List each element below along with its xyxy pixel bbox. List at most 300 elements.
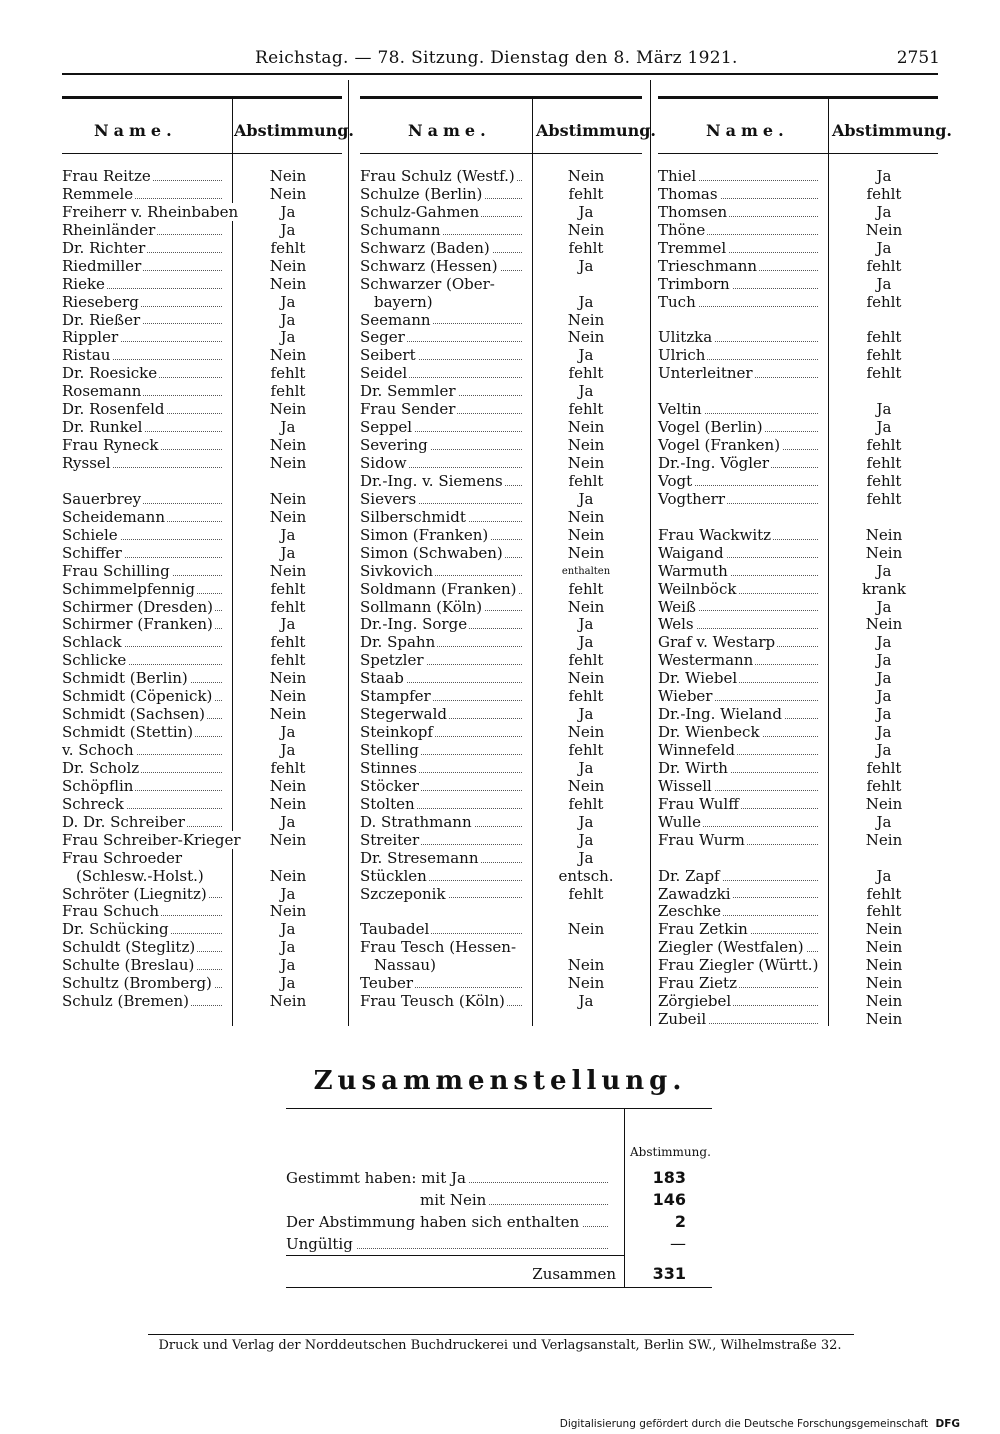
table-row xyxy=(360,796,642,814)
vote-value: Nein xyxy=(269,669,307,688)
vote-value: Nein xyxy=(269,454,307,472)
vote-value: Nein xyxy=(269,184,307,203)
column-header xyxy=(658,96,952,154)
vote-value: Nein xyxy=(865,615,903,634)
member-name: Wulle xyxy=(658,812,701,831)
vote-value: Nein xyxy=(269,687,307,706)
vote-value: Ja xyxy=(578,830,594,849)
table-row xyxy=(360,186,642,204)
vote-value: fehlt xyxy=(866,328,902,347)
member-name: Wels xyxy=(658,615,694,634)
table-row xyxy=(62,778,342,796)
vote-value: Nein xyxy=(865,525,903,544)
member-name: Schulz (Bremen) xyxy=(62,992,190,1011)
member-name: Dr.-Ing. v. Siemens xyxy=(360,471,503,490)
table-row xyxy=(62,760,342,778)
table-row xyxy=(360,886,642,904)
vote-value: Nein xyxy=(269,256,307,275)
vote-value: Ja xyxy=(280,974,296,993)
table-row xyxy=(360,222,642,240)
member-name: Frau Schreiber-Krieger xyxy=(62,830,241,849)
vote-value: Ja xyxy=(578,633,594,652)
vote-value: Ja xyxy=(876,651,892,670)
row-spacer xyxy=(658,509,938,527)
table-row xyxy=(62,401,342,419)
vote-rows xyxy=(62,168,342,1011)
table-row xyxy=(360,599,642,617)
table-row xyxy=(658,975,938,993)
vote-value: fehlt xyxy=(866,364,902,383)
table-row xyxy=(360,276,642,294)
member-name: Ryssel xyxy=(62,454,111,472)
member-name: Frau Schroeder xyxy=(62,848,183,867)
table-row xyxy=(360,652,642,670)
table-row xyxy=(62,814,342,832)
member-name: Scheidemann xyxy=(62,507,165,526)
table-row xyxy=(360,581,642,599)
member-name: Dr. Zapf xyxy=(658,866,720,885)
member-name: Dr. Wienbeck xyxy=(658,723,760,742)
vote-value: Nein xyxy=(269,866,307,885)
vote-value: Nein xyxy=(567,723,605,742)
member-name: Rosemann xyxy=(62,382,142,401)
table-row xyxy=(62,993,342,1011)
table-row xyxy=(360,742,642,760)
member-name: Schreck xyxy=(62,794,124,813)
vote-value: Ja xyxy=(280,884,296,903)
table-row xyxy=(360,993,642,1011)
table-row xyxy=(360,347,642,365)
summary-total-label: Zusammen xyxy=(532,1265,616,1283)
row-spacer xyxy=(62,473,342,491)
table-row xyxy=(62,222,342,240)
table-row xyxy=(62,724,342,742)
member-name: Vogt xyxy=(658,471,693,490)
vote-value: Nein xyxy=(269,992,307,1011)
vote-value: Nein xyxy=(567,418,605,437)
table-row xyxy=(62,491,342,509)
table-row xyxy=(360,868,642,886)
vote-value: Ja xyxy=(876,633,892,652)
vote-value: fehlt xyxy=(568,579,604,598)
member-name: Rippler xyxy=(62,328,119,347)
member-name: Schmidt (Cöpenick) xyxy=(62,687,213,706)
vote-value: fehlt xyxy=(866,436,902,455)
member-name: Rieke xyxy=(62,274,105,293)
vote-value: fehlt xyxy=(866,256,902,275)
vote-value: Nein xyxy=(567,507,605,526)
member-name: Seger xyxy=(360,328,405,347)
table-row xyxy=(658,599,938,617)
vote-value: Nein xyxy=(865,974,903,993)
vote-value: fehlt xyxy=(568,364,604,383)
member-name: Schmidt (Sachsen) xyxy=(62,705,205,724)
member-name: Dr. Wirth xyxy=(658,758,728,777)
vote-value: Nein xyxy=(269,902,307,921)
table-row xyxy=(658,652,938,670)
vote-value: Ja xyxy=(280,812,296,831)
table-row xyxy=(62,258,342,276)
row-spacer xyxy=(658,383,938,401)
table-row xyxy=(62,742,342,760)
vote-value: Ja xyxy=(578,758,594,777)
vote-value: Ja xyxy=(876,167,892,185)
vote-value: Ja xyxy=(876,238,892,257)
member-name: Stöcker xyxy=(360,776,419,795)
member-name: Unterleitner xyxy=(658,364,753,383)
member-name: Schulte (Breslau) xyxy=(62,956,195,975)
table-row xyxy=(62,850,342,868)
table-row xyxy=(62,652,342,670)
name-header: Name. xyxy=(94,121,177,140)
member-name: Seppel xyxy=(360,418,413,437)
table-row xyxy=(62,204,342,222)
column-header xyxy=(360,96,656,154)
vote-value: fehlt xyxy=(568,471,604,490)
member-name: Stelling xyxy=(360,741,419,759)
vote-value: enthalten xyxy=(561,565,611,577)
member-name: Soldmann (Franken) xyxy=(360,579,517,598)
table-row xyxy=(360,957,642,975)
member-name: Zörgiebel xyxy=(658,992,732,1011)
vote-value: Ja xyxy=(578,346,594,365)
table-row xyxy=(62,616,342,634)
member-name: Streiter xyxy=(360,830,420,849)
table-row xyxy=(62,975,342,993)
table-row xyxy=(658,778,938,796)
vote-value: fehlt xyxy=(568,794,604,813)
member-name: Schwarzer (Ober- xyxy=(360,274,495,293)
member-name: Frau Ryneck xyxy=(62,436,159,455)
table-row xyxy=(658,276,938,294)
member-name: Frau Wackwitz xyxy=(658,525,772,544)
vote-value: Nein xyxy=(567,328,605,347)
vote-value: Nein xyxy=(865,543,903,562)
summary-value: 183 xyxy=(652,1168,686,1187)
table-row xyxy=(62,455,342,473)
table-row xyxy=(62,688,342,706)
member-name: Schmidt (Stettin) xyxy=(62,723,194,742)
vote-value: Nein xyxy=(269,830,307,849)
table-row xyxy=(360,850,642,868)
table-row xyxy=(658,347,938,365)
member-name: Dr. Stresemann xyxy=(360,848,479,867)
summary-value: 2 xyxy=(674,1212,686,1231)
table-row xyxy=(360,760,642,778)
vote-value: fehlt xyxy=(568,741,604,759)
vote-value: Nein xyxy=(269,776,307,795)
member-name: Dr. Runkel xyxy=(62,418,143,437)
table-row xyxy=(360,294,642,312)
table-row xyxy=(62,347,342,365)
member-name: Zubeil xyxy=(658,1010,707,1029)
table-row xyxy=(360,473,642,491)
vote-value: fehlt xyxy=(866,454,902,472)
vote-value: Nein xyxy=(865,830,903,849)
vote-value: Nein xyxy=(567,920,605,939)
table-row xyxy=(658,939,938,957)
table-row xyxy=(658,329,938,347)
table-row xyxy=(658,168,938,186)
member-name: Vogel (Berlin) xyxy=(658,418,763,437)
table-row xyxy=(62,312,342,330)
vote-value: Nein xyxy=(865,920,903,939)
vote-value: fehlt xyxy=(866,884,902,903)
member-name: Wieber xyxy=(658,687,713,706)
vote-value: Ja xyxy=(280,328,296,347)
table-row xyxy=(62,634,342,652)
footer-rule xyxy=(148,1334,854,1335)
table-row xyxy=(658,760,938,778)
table-row xyxy=(658,634,938,652)
table-row xyxy=(62,276,342,294)
vote-value: fehlt xyxy=(866,902,902,921)
vote-value: Nein xyxy=(865,794,903,813)
member-name: Graf v. Westarp xyxy=(658,633,776,652)
table-row xyxy=(658,365,938,383)
vote-value: Ja xyxy=(876,400,892,419)
table-row xyxy=(658,724,938,742)
member-name: Schumann xyxy=(360,220,441,239)
member-name: Frau Zetkin xyxy=(658,920,748,939)
member-name: Ristau xyxy=(62,346,111,365)
vote-value: Nein xyxy=(269,489,307,508)
table-row xyxy=(658,240,938,258)
header-rule xyxy=(62,73,938,75)
member-name: Stolten xyxy=(360,794,415,813)
vote-header: Abstimmung. xyxy=(536,121,656,140)
vote-value: Ja xyxy=(280,938,296,957)
member-name: Weilnböck xyxy=(658,579,737,598)
running-title: Reichstag. — 78. Sitzung. Dienstag den 8. März 1921. xyxy=(255,48,738,68)
vote-header: Abstimmung. xyxy=(234,121,354,140)
table-row xyxy=(62,545,342,563)
vote-value: Ja xyxy=(876,418,892,437)
vote-value: Ja xyxy=(280,741,296,759)
vote-value: Ja xyxy=(280,220,296,239)
summary-row-ja xyxy=(286,1167,712,1189)
vote-value: Ja xyxy=(280,920,296,939)
vote-value: Nein xyxy=(865,220,903,239)
member-name: Frau Sender xyxy=(360,400,456,419)
member-name: Vogtherr xyxy=(658,489,725,508)
table-row xyxy=(658,563,938,581)
table-row xyxy=(62,294,342,312)
table-row xyxy=(62,957,342,975)
member-name: Trieschmann xyxy=(658,256,758,275)
member-name: Frau Schuch xyxy=(62,902,160,921)
table-row xyxy=(62,599,342,617)
vote-value: fehlt xyxy=(866,471,902,490)
vote-value: Ja xyxy=(578,848,594,867)
table-row xyxy=(360,383,642,401)
table-row xyxy=(360,724,642,742)
member-name: Dr. Richter xyxy=(62,238,146,257)
member-name: Stegerwald xyxy=(360,705,448,724)
table-row xyxy=(360,527,642,545)
vote-value: Ja xyxy=(280,418,296,437)
table-row xyxy=(658,670,938,688)
table-row xyxy=(658,294,938,312)
column-separator xyxy=(650,80,651,1026)
member-name: Seibert xyxy=(360,346,416,365)
table-row xyxy=(658,742,938,760)
vote-value: entsch. xyxy=(558,866,614,885)
table-row xyxy=(360,168,642,186)
member-name: Veltin xyxy=(658,400,702,419)
table-row xyxy=(62,939,342,957)
imprint: Druck und Verlag der Norddeutschen Buchdruckerei und Verlagsanstalt, Berlin SW., Wilhelmstraße 32. xyxy=(158,1338,842,1353)
table-row xyxy=(62,921,342,939)
vote-value: Ja xyxy=(876,669,892,688)
table-row xyxy=(658,473,938,491)
summary-row-invalid xyxy=(286,1233,712,1255)
vote-value: fehlt xyxy=(568,651,604,670)
vote-value: Nein xyxy=(269,507,307,526)
vote-value: fehlt xyxy=(866,758,902,777)
member-name: Severing xyxy=(360,436,428,455)
member-name: Schröter (Liegnitz) xyxy=(62,884,207,903)
member-name: Schulz-Gahmen xyxy=(360,202,480,221)
vote-value: Nein xyxy=(865,956,903,975)
table-row xyxy=(658,455,938,473)
member-name: Dr. Wiebel xyxy=(658,669,738,688)
member-name: Schulze (Berlin) xyxy=(360,184,483,203)
member-name: Ulrich xyxy=(658,346,706,365)
vote-value: Ja xyxy=(578,992,594,1011)
vote-value: Ja xyxy=(876,274,892,293)
member-name: Thiel xyxy=(658,167,697,185)
vote-rows xyxy=(360,168,642,1011)
digitization-text: Digitalisierung gefördert durch die Deutsche Forschungsgemeinschaft xyxy=(559,1418,929,1430)
member-name: Frau Zietz xyxy=(658,974,737,993)
vote-value: Ja xyxy=(280,310,296,329)
member-name: Schultz (Bromberg) xyxy=(62,974,212,993)
member-name: Frau Schulz (Westf.) xyxy=(360,167,515,185)
vote-value: Nein xyxy=(865,1010,903,1029)
member-name: Schiffer xyxy=(62,543,122,562)
vote-value: Nein xyxy=(567,956,605,975)
member-name: Schuldt (Steglitz) xyxy=(62,938,196,957)
vote-value: fehlt xyxy=(270,364,306,383)
table-row xyxy=(360,975,642,993)
member-name: Schirmer (Franken) xyxy=(62,615,213,634)
vote-value: fehlt xyxy=(270,597,306,616)
table-row xyxy=(62,419,342,437)
vote-value: Nein xyxy=(567,454,605,472)
member-name: Weiß xyxy=(658,597,696,616)
member-name: Schimmelpfennig xyxy=(62,579,196,598)
table-row xyxy=(62,563,342,581)
member-name: Vogel (Franken) xyxy=(658,436,781,455)
vote-value: fehlt xyxy=(270,633,306,652)
vote-value: fehlt xyxy=(568,400,604,419)
vote-value: Ja xyxy=(280,292,296,311)
table-row xyxy=(658,545,938,563)
vote-value: fehlt xyxy=(270,758,306,777)
member-name: Dr.-Ing. Vögler xyxy=(658,454,770,472)
vote-value: Ja xyxy=(280,525,296,544)
vote-value: Nein xyxy=(567,776,605,795)
table-row xyxy=(62,706,342,724)
table-row xyxy=(360,329,642,347)
table-row xyxy=(658,419,938,437)
member-name: Winnefeld xyxy=(658,741,735,759)
table-row xyxy=(62,903,342,921)
page-header xyxy=(60,48,940,76)
table-row xyxy=(360,365,642,383)
table-row xyxy=(658,401,938,419)
member-name: Nassau) xyxy=(374,956,436,975)
summary-total-rule xyxy=(286,1255,624,1256)
vote-value: Nein xyxy=(269,167,307,185)
table-row xyxy=(360,509,642,527)
row-spacer xyxy=(360,903,642,921)
vote-value: fehlt xyxy=(270,651,306,670)
summary-label: Gestimmt haben: mit Ja xyxy=(286,1169,469,1187)
member-name: D. Dr. Schreiber xyxy=(62,812,185,831)
member-name: Szczeponik xyxy=(360,884,446,903)
summary-row-total xyxy=(286,1263,712,1285)
vote-value: Ja xyxy=(578,615,594,634)
table-row xyxy=(62,868,342,886)
member-name: Frau Wurm xyxy=(658,830,745,849)
member-name: Trimborn xyxy=(658,274,730,293)
table-row xyxy=(360,491,642,509)
vote-value: Nein xyxy=(567,167,605,185)
member-name: Sievers xyxy=(360,489,417,508)
summary-label: Der Abstimmung haben sich enthalten xyxy=(286,1213,582,1231)
vote-value: Nein xyxy=(269,561,307,580)
member-name: bayern) xyxy=(374,292,433,311)
member-name: Remmele xyxy=(62,184,134,203)
table-row xyxy=(62,886,342,904)
summary-label: Ungültig xyxy=(286,1235,356,1253)
table-row xyxy=(360,258,642,276)
vote-value: Ja xyxy=(280,543,296,562)
member-name: Simon (Schwaben) xyxy=(360,543,503,562)
vote-value: Ja xyxy=(578,382,594,401)
table-row xyxy=(658,204,938,222)
summary-title: Zusammenstellung. xyxy=(313,1066,687,1096)
vote-value: krank xyxy=(862,579,906,598)
member-name: Tremmel xyxy=(658,238,727,257)
vote-value: fehlt xyxy=(866,489,902,508)
vote-value: fehlt xyxy=(568,238,604,257)
vote-value: Ja xyxy=(876,741,892,759)
table-row xyxy=(658,993,938,1011)
member-name: Sauerbrey xyxy=(62,489,142,508)
vote-value: Ja xyxy=(876,597,892,616)
member-name: Thomsen xyxy=(658,202,728,221)
dfg-logo: DFG xyxy=(935,1418,960,1430)
table-row xyxy=(62,581,342,599)
member-name: Stinnes xyxy=(360,758,417,777)
vote-rows xyxy=(658,168,938,1029)
member-name: D. Strathmann xyxy=(360,812,472,831)
member-name: Schwarz (Baden) xyxy=(360,238,490,257)
vote-value: fehlt xyxy=(270,579,306,598)
table-row xyxy=(658,706,938,724)
table-row xyxy=(658,832,938,850)
member-name: Frau Schilling xyxy=(62,561,170,580)
table-row xyxy=(658,616,938,634)
member-name: Freiherr v. Rheinbaben xyxy=(62,202,239,221)
vote-value: fehlt xyxy=(866,184,902,203)
member-name: Schöpflin xyxy=(62,776,134,795)
member-name: Sollmann (Köln) xyxy=(360,597,483,616)
table-row xyxy=(360,706,642,724)
